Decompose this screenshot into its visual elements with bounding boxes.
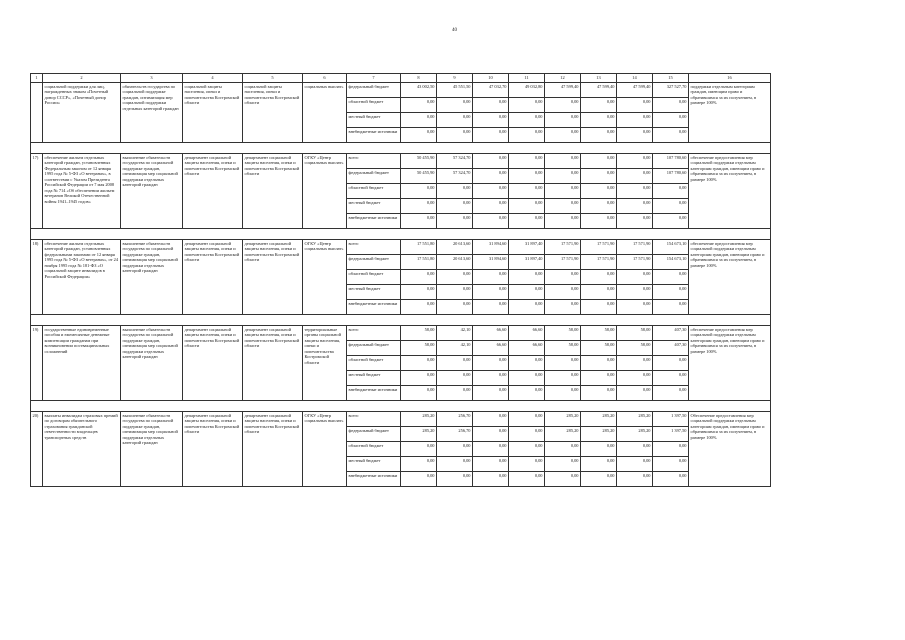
row-number [31, 83, 43, 143]
measure-name: социальной поддержки для лиц, награжденных знаком «Почетный донор СССР», «Почетный донор России» [43, 83, 121, 143]
year-amount: 0,00 [545, 300, 581, 315]
column-number-8: 8 [401, 74, 437, 83]
year-amount: 0,00 [437, 98, 473, 113]
total-amount: 0,00 [653, 199, 689, 214]
year-amount: 0,00 [581, 457, 617, 472]
year-amount: 0,00 [401, 300, 437, 315]
year-amount: 31 897,40 [509, 255, 545, 270]
year-amount: 0,00 [509, 300, 545, 315]
row-number: 19) [31, 326, 43, 401]
year-amount: 0,00 [617, 300, 653, 315]
year-amount: 0,00 [617, 457, 653, 472]
year-amount: 285,20 [545, 412, 581, 427]
column-number-12: 12 [545, 74, 581, 83]
year-amount: 0,00 [401, 386, 437, 401]
year-amount: 50 455,90 [401, 154, 437, 169]
year-amount: 20 613,60 [437, 240, 473, 255]
year-amount: 0,00 [473, 285, 509, 300]
year-amount: 47 599,40 [617, 83, 653, 98]
year-amount: 17 571,90 [617, 240, 653, 255]
expected-result: Обеспечение предоставления мер социальной поддержки отдельным категориям граждан, имеющим право и обратившимся за их получением, в размере 100% [689, 412, 771, 487]
measure-objective: обязательств государства по социальной поддержке граждан, оптимизация мер социальной поддержки отдельных категорий граждан [121, 83, 183, 143]
co-executor: социальной защиты населения, опеки и попечительства Костромской области [243, 83, 303, 143]
expected-result: обеспечение предоставления мер социальной поддержки отдельным категориям граждан, имеющим право и обратившимся за их получением, в размере 100% [689, 154, 771, 229]
year-amount: 0,00 [437, 285, 473, 300]
year-amount: 0,00 [473, 457, 509, 472]
year-amount: 45 551,50 [437, 83, 473, 98]
column-number-7: 7 [347, 74, 401, 83]
year-amount: 0,00 [581, 442, 617, 457]
year-amount: 256,70 [437, 427, 473, 442]
row-number: 20) [31, 412, 43, 487]
funds-recipient: ОГКУ «Центр социальных выплат» [303, 154, 347, 229]
year-amount: 0,00 [509, 199, 545, 214]
responsible-executor: департамент социальной защиты населения, опеки и попечительства Костромской области [183, 412, 243, 487]
year-amount: 66,60 [473, 341, 509, 356]
year-amount: 0,00 [401, 356, 437, 371]
year-amount: 31 897,40 [509, 240, 545, 255]
year-amount: 0,00 [581, 154, 617, 169]
year-amount: 285,20 [581, 412, 617, 427]
year-amount: 17 551,80 [401, 255, 437, 270]
funding-source-label: областной бюджет [347, 270, 401, 285]
funding-source-label: внебюджетные источники [347, 128, 401, 143]
total-amount: 154 673,10 [653, 240, 689, 255]
responsible-executor: социальной защиты населения, опеки и попечительства Костромской области [183, 83, 243, 143]
year-amount: 0,00 [617, 285, 653, 300]
year-amount: 0,00 [437, 214, 473, 229]
row-spacer [31, 229, 771, 240]
year-amount: 0,00 [437, 300, 473, 315]
year-amount: 0,00 [509, 270, 545, 285]
year-amount: 0,00 [545, 113, 581, 128]
year-amount: 66,60 [509, 326, 545, 341]
year-amount: 0,00 [509, 285, 545, 300]
year-amount: 285,20 [581, 427, 617, 442]
funding-source-label: внебюджетные источники [347, 386, 401, 401]
year-amount: 0,00 [509, 98, 545, 113]
year-amount: 0,00 [545, 457, 581, 472]
total-amount: 0,00 [653, 386, 689, 401]
year-amount: 47 599,40 [545, 83, 581, 98]
funding-source-label: областной бюджет [347, 98, 401, 113]
funding-source-label: областной бюджет [347, 442, 401, 457]
year-amount: 0,00 [509, 457, 545, 472]
year-amount: 0,00 [437, 113, 473, 128]
year-amount: 58,00 [581, 341, 617, 356]
row-spacer [31, 401, 771, 412]
co-executor: департамент социальной защиты населения, опеки и попечительства Костромской области [243, 240, 303, 315]
year-amount: 0,00 [545, 154, 581, 169]
year-amount: 0,00 [437, 184, 473, 199]
measure-objective: выполнение обязательств государства по социальной поддержке граждан, оптимизация мер социальной поддержки отдельных категорий граждан [121, 326, 183, 401]
total-amount: 0,00 [653, 184, 689, 199]
year-amount: 0,00 [509, 184, 545, 199]
funding-source-label: местный бюджет [347, 371, 401, 386]
year-amount: 58,00 [617, 326, 653, 341]
year-amount: 0,00 [581, 169, 617, 184]
year-amount: 42,10 [437, 326, 473, 341]
year-amount: 0,00 [617, 184, 653, 199]
column-number-16: 16 [689, 74, 771, 83]
year-amount: 0,00 [437, 199, 473, 214]
program-table [30, 73, 771, 487]
year-amount: 0,00 [545, 386, 581, 401]
year-amount: 66,60 [509, 341, 545, 356]
funding-source-label: всего [347, 154, 401, 169]
year-amount: 0,00 [437, 472, 473, 487]
year-amount: 0,00 [509, 356, 545, 371]
year-amount: 0,00 [401, 98, 437, 113]
total-amount: 107 780,60 [653, 169, 689, 184]
total-amount: 0,00 [653, 214, 689, 229]
year-amount: 0,00 [401, 270, 437, 285]
measure-name: обеспечение жильем отдельных категорий граждан, установленных федеральными законами от 12 января 1995 года № 5-ФЗ «О ветеранах», от 24 ноября 1995 года № 181-ФЗ «О социальной защите инвалидов в Российской Федерации» [43, 240, 121, 315]
column-number-15: 15 [653, 74, 689, 83]
year-amount: 58,00 [545, 326, 581, 341]
year-amount: 0,00 [473, 300, 509, 315]
measure-name: выплаты инвалидам страховых премий по договорам обязательного страхования гражданской ответственности владельцев транспортных средств [43, 412, 121, 487]
funding-source-label: всего [347, 412, 401, 427]
year-amount: 17 571,90 [545, 255, 581, 270]
funding-source-label: областной бюджет [347, 184, 401, 199]
year-amount: 0,00 [401, 113, 437, 128]
funding-source-label: внебюджетные источники [347, 214, 401, 229]
year-amount: 0,00 [509, 412, 545, 427]
year-amount: 0,00 [617, 356, 653, 371]
year-amount: 17 571,90 [581, 240, 617, 255]
spacer-cell [31, 229, 771, 240]
year-amount: 0,00 [401, 199, 437, 214]
spacer-cell [31, 401, 771, 412]
total-amount: 0,00 [653, 371, 689, 386]
funding-source-label: внебюджетные источники [347, 472, 401, 487]
year-amount: 0,00 [401, 214, 437, 229]
funding-source-label: местный бюджет [347, 113, 401, 128]
year-amount: 0,00 [617, 386, 653, 401]
column-number-4: 4 [183, 74, 243, 83]
year-amount: 0,00 [617, 371, 653, 386]
year-amount: 0,00 [437, 442, 473, 457]
column-number-10: 10 [473, 74, 509, 83]
year-amount: 0,00 [473, 472, 509, 487]
co-executor: департамент социальной защиты населения, опеки и попечительства Костромской области [243, 326, 303, 401]
year-amount: 0,00 [401, 457, 437, 472]
total-amount: 0,00 [653, 270, 689, 285]
table-body [31, 74, 771, 487]
year-amount: 0,00 [581, 128, 617, 143]
measure-objective: выполнение обязательств государства по социальной поддержке граждан, оптимизация мер социальной поддержки отдельных категорий граждан [121, 154, 183, 229]
year-amount: 0,00 [545, 98, 581, 113]
year-amount: 0,00 [509, 442, 545, 457]
total-amount: 407,30 [653, 341, 689, 356]
year-amount: 0,00 [617, 154, 653, 169]
year-amount: 0,00 [509, 154, 545, 169]
year-amount: 47 599,40 [581, 83, 617, 98]
total-amount: 1 397,50 [653, 412, 689, 427]
year-amount: 0,00 [473, 371, 509, 386]
year-amount: 0,00 [617, 442, 653, 457]
year-amount: 285,20 [401, 427, 437, 442]
row-number: 17) [31, 154, 43, 229]
year-amount: 0,00 [473, 412, 509, 427]
year-amount: 0,00 [401, 472, 437, 487]
year-amount: 285,20 [617, 427, 653, 442]
funding-source-label: федеральный бюджет [347, 83, 401, 98]
column-number-11: 11 [509, 74, 545, 83]
year-amount: 0,00 [581, 184, 617, 199]
column-number-14: 14 [617, 74, 653, 83]
responsible-executor: департамент социальной защиты населения, опеки и попечительства Костромской области [183, 326, 243, 401]
funding-source-label: внебюджетные источники [347, 300, 401, 315]
row-number: 18) [31, 240, 43, 315]
year-amount: 42,10 [437, 341, 473, 356]
year-amount: 31 894,60 [473, 255, 509, 270]
year-amount: 0,00 [473, 154, 509, 169]
total-amount: 1 397,50 [653, 427, 689, 442]
table-row [31, 83, 771, 98]
total-amount: 327 527,70 [653, 83, 689, 98]
year-amount: 0,00 [473, 113, 509, 128]
year-amount: 47 032,70 [473, 83, 509, 98]
year-amount: 0,00 [473, 98, 509, 113]
year-amount: 0,00 [545, 285, 581, 300]
year-amount: 17 571,90 [545, 240, 581, 255]
year-amount: 58,00 [617, 341, 653, 356]
measure-name: государственные единовременные пособия и ежемесячные денежные компенсации гражданам при возникновении поствакцинальных осложнений [43, 326, 121, 401]
measure-name: обеспечение жильем отдельных категорий граждан, установленных Федеральным законом от 12 января 1995 года № 5-ФЗ «О ветеранах», в соответствии с Указом Президента Российской Федерации от 7 мая 2008 года № 714 «Об обеспечении жильем ветеранов Великой Отечественной войны 1941–1945 годов» [43, 154, 121, 229]
column-number-9: 9 [437, 74, 473, 83]
funding-source-label: местный бюджет [347, 457, 401, 472]
year-amount: 0,00 [617, 472, 653, 487]
year-amount: 17 551,80 [401, 240, 437, 255]
total-amount: 0,00 [653, 457, 689, 472]
year-amount: 0,00 [401, 128, 437, 143]
year-amount: 0,00 [545, 128, 581, 143]
year-amount: 285,20 [617, 412, 653, 427]
row-spacer [31, 143, 771, 154]
year-amount: 0,00 [509, 128, 545, 143]
year-amount: 0,00 [437, 270, 473, 285]
co-executor: департамент социальной защиты населения, опеки и попечительства Костромской области [243, 412, 303, 487]
funds-recipient: ОГКУ «Центр социальных выплат» [303, 412, 347, 487]
year-amount: 0,00 [509, 472, 545, 487]
total-amount: 0,00 [653, 300, 689, 315]
year-amount: 58,00 [545, 341, 581, 356]
row-spacer [31, 315, 771, 326]
spacer-cell [31, 143, 771, 154]
funding-source-label: федеральный бюджет [347, 427, 401, 442]
year-amount: 0,00 [545, 270, 581, 285]
year-amount: 58,00 [401, 326, 437, 341]
year-amount: 0,00 [473, 270, 509, 285]
funding-source-label: местный бюджет [347, 199, 401, 214]
table-row [31, 240, 771, 255]
year-amount: 66,60 [473, 326, 509, 341]
total-amount: 0,00 [653, 98, 689, 113]
co-executor: департамент социальной защиты населения, опеки и попечительства Костромской области [243, 154, 303, 229]
year-amount: 0,00 [473, 128, 509, 143]
year-amount: 0,00 [509, 113, 545, 128]
responsible-executor: департамент социальной защиты населения, опеки и попечительства Костромской области [183, 240, 243, 315]
column-number-3: 3 [121, 74, 183, 83]
year-amount: 0,00 [545, 184, 581, 199]
funding-source-label: федеральный бюджет [347, 169, 401, 184]
year-amount: 0,00 [545, 371, 581, 386]
year-amount: 0,00 [509, 169, 545, 184]
total-amount: 0,00 [653, 356, 689, 371]
column-number-6: 6 [303, 74, 347, 83]
year-amount: 58,00 [581, 326, 617, 341]
year-amount: 0,00 [437, 457, 473, 472]
expected-result: обеспечение предоставления мер социальной поддержки отдельным категориям граждан, имеющим право и обратившимся за их получением, в размере 100% [689, 326, 771, 401]
year-amount: 0,00 [581, 386, 617, 401]
year-amount: 0,00 [581, 285, 617, 300]
expected-result: обеспечение предоставления мер социальной поддержки отдельным категориям граждан, имеющим право и обратившимся за их получением, в размере 100% [689, 240, 771, 315]
total-amount: 0,00 [653, 472, 689, 487]
year-amount: 58,00 [401, 341, 437, 356]
year-amount: 0,00 [545, 169, 581, 184]
year-amount: 0,00 [473, 184, 509, 199]
year-amount: 57 324,70 [437, 154, 473, 169]
table-row [31, 326, 771, 341]
column-number-2: 2 [43, 74, 121, 83]
year-amount: 0,00 [509, 214, 545, 229]
year-amount: 43 002,50 [401, 83, 437, 98]
year-amount: 0,00 [617, 169, 653, 184]
year-amount: 20 613,60 [437, 255, 473, 270]
year-amount: 0,00 [473, 169, 509, 184]
year-amount: 285,20 [401, 412, 437, 427]
funding-source-label: местный бюджет [347, 285, 401, 300]
year-amount: 0,00 [545, 472, 581, 487]
total-amount: 0,00 [653, 442, 689, 457]
year-amount: 0,00 [545, 214, 581, 229]
year-amount: 0,00 [473, 214, 509, 229]
year-amount: 0,00 [473, 442, 509, 457]
responsible-executor: департамент социальной защиты населения, опеки и попечительства Костромской области [183, 154, 243, 229]
year-amount: 0,00 [581, 214, 617, 229]
year-amount: 0,00 [581, 199, 617, 214]
year-amount: 0,00 [581, 371, 617, 386]
year-amount: 0,00 [617, 270, 653, 285]
year-amount: 17 571,90 [581, 255, 617, 270]
year-amount: 0,00 [581, 98, 617, 113]
year-amount: 31 894,60 [473, 240, 509, 255]
year-amount: 50 455,90 [401, 169, 437, 184]
year-amount: 0,00 [437, 128, 473, 143]
column-number-5: 5 [243, 74, 303, 83]
total-amount: 107 780,60 [653, 154, 689, 169]
year-amount: 0,00 [473, 427, 509, 442]
funds-recipient: территориальные органы социальной защиты населения, опеки и попечительства Костромской области [303, 326, 347, 401]
funds-recipient: социальных выплат» [303, 83, 347, 143]
spacer-cell [31, 315, 771, 326]
table-row [31, 412, 771, 427]
year-amount: 0,00 [437, 371, 473, 386]
total-amount: 0,00 [653, 128, 689, 143]
funding-source-label: всего [347, 240, 401, 255]
expected-result: поддержки отдельным категориям граждан, имеющим право и обратившимся за их получением, в размере 100% [689, 83, 771, 143]
year-amount: 17 571,90 [617, 255, 653, 270]
year-amount: 0,00 [617, 214, 653, 229]
year-amount: 0,00 [473, 356, 509, 371]
column-number-row [31, 74, 771, 83]
year-amount: 256,70 [437, 412, 473, 427]
year-amount: 57 324,70 [437, 169, 473, 184]
year-amount: 0,00 [509, 386, 545, 401]
page-number: 40 [452, 28, 457, 33]
measure-objective: выполнение обязательств государства по социальной поддержке граждан, оптимизация мер социальной поддержки отдельных категорий граждан [121, 240, 183, 315]
column-number-1: 1 [31, 74, 43, 83]
table-row [31, 154, 771, 169]
funding-source-label: всего [347, 326, 401, 341]
year-amount: 0,00 [581, 113, 617, 128]
year-amount: 0,00 [473, 199, 509, 214]
year-amount: 0,00 [581, 300, 617, 315]
total-amount: 0,00 [653, 113, 689, 128]
funds-recipient: ОГКУ «Центр социальных выплат» [303, 240, 347, 315]
year-amount: 0,00 [581, 472, 617, 487]
year-amount: 0,00 [581, 270, 617, 285]
year-amount: 0,00 [437, 356, 473, 371]
year-amount: 0,00 [401, 371, 437, 386]
year-amount: 0,00 [509, 371, 545, 386]
measure-objective: выполнение обязательств государства по социальной поддержке граждан, оптимизация мер социальной поддержки отдельных категорий граждан [121, 412, 183, 487]
total-amount: 407,30 [653, 326, 689, 341]
year-amount: 0,00 [545, 356, 581, 371]
year-amount: 0,00 [545, 442, 581, 457]
year-amount: 0,00 [401, 285, 437, 300]
year-amount: 285,20 [545, 427, 581, 442]
column-number-13: 13 [581, 74, 617, 83]
funding-source-label: федеральный бюджет [347, 255, 401, 270]
year-amount: 0,00 [401, 184, 437, 199]
year-amount: 0,00 [617, 128, 653, 143]
year-amount: 0,00 [401, 442, 437, 457]
funding-source-label: федеральный бюджет [347, 341, 401, 356]
total-amount: 154 673,10 [653, 255, 689, 270]
year-amount: 0,00 [617, 98, 653, 113]
year-amount: 0,00 [545, 199, 581, 214]
year-amount: 0,00 [437, 386, 473, 401]
year-amount: 0,00 [473, 386, 509, 401]
year-amount: 0,00 [509, 427, 545, 442]
year-amount: 0,00 [617, 199, 653, 214]
year-amount: 49 032,80 [509, 83, 545, 98]
year-amount: 0,00 [617, 113, 653, 128]
funding-source-label: областной бюджет [347, 356, 401, 371]
year-amount: 0,00 [581, 356, 617, 371]
total-amount: 0,00 [653, 285, 689, 300]
